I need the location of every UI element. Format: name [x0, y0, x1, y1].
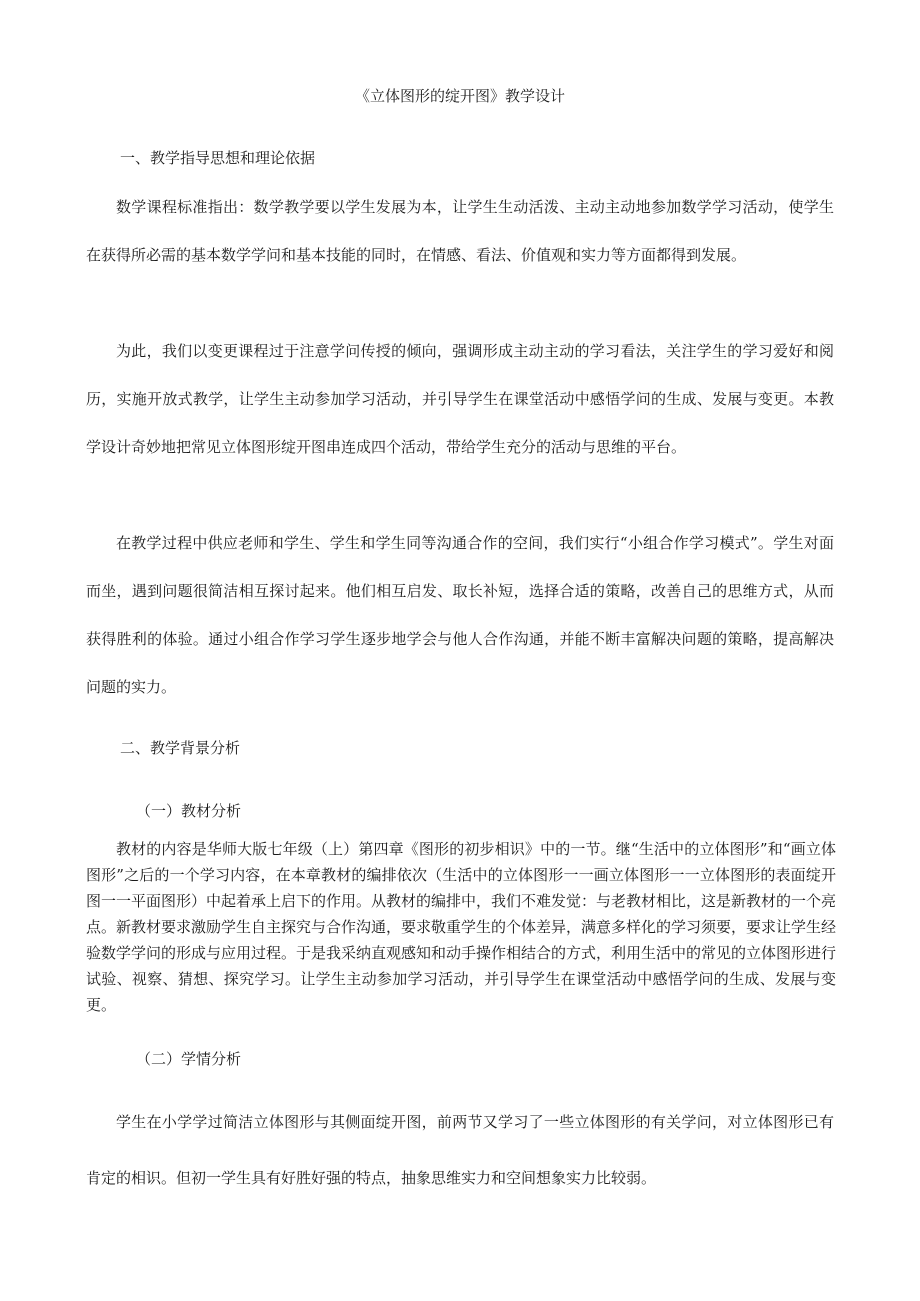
paragraph-textbook-analysis: 教材的内容是华师大版七年级（上）第四章《图形的初步相识》中的一节。继“生活中的立体图形”和“画立体图形”之后的一个学习内容，在本章教材的编排依次（生活中的立体图形一一画立体图形一一立体图形的表面绽开图一一平面图形）中起着承上启下的作用。从教材的编排中，我们不难发觉：与老教材相比，这是新教材的一个亮点。新教材要求激励学生自主探究与合作沟通，要求敬重学生的个体差异，满意多样化的学习须要，要求让学生经验数学学问的形成与应用过程。于是我采纳直观感知和动手操作相结合的方式，利用生活中的常见的立体图形进行试验、视察、猜想、探究学习。让学生主动参加学习活动，并引导学生在课堂活动中感悟学问的生成、发展与变更。 [86, 840, 837, 1014]
paragraph-student-analysis: 学生在小学学过简洁立体图形与其侧面绽开图，前两节又学习了一些立体图形的有关学问，对立体图形已有肯定的相识。但初一学生具有好胜好强的特点，抽象思维实力和空间想象实力比较弱。 [86, 1113, 834, 1187]
paragraph-group-cooperation: 在教学过程中供应老师和学生、学生和学生同等沟通合作的空间，我们实行“小组合作学习模式”。学生对面而坐，遇到问题很简洁相互探讨起来。他们相互启发、取长补短，选择合适的策略，改善自己的思维方式，从而获得胜利的体验。通过小组合作学习学生逐步地学会与他人合作沟通，并能不断丰富解决问题的策略，提高解决问题的实力。 [86, 534, 834, 696]
section-heading-background-analysis: 二、教学背景分析 [120, 739, 241, 757]
section-heading-guiding-ideas: 一、教学指导思想和理论依据 [120, 149, 316, 167]
subsection-heading-student-analysis: （二）学情分析 [136, 1050, 242, 1068]
paragraph-curriculum-standard: 数学课程标准指出：数学教学要以学生发展为本，让学生生动活泼、主动主动地参加数学学习活动，使学生在获得所必需的基本数学学问和基本技能的同时，在情感、看法、价值观和实力等方面都得到发展。 [86, 198, 834, 264]
document-title: 《立体图形的绽开图》教学设计 [354, 87, 565, 105]
subsection-heading-textbook-analysis: （一）教材分析 [136, 802, 242, 820]
paragraph-teaching-approach: 为此，我们以变更课程过于注意学问传授的倾向，强调形成主动主动的学习看法，关注学生的学习爱好和阅历，实施开放式教学，让学生主动参加学习活动，并引导学生在课堂活动中感悟学问的生成、发展与变更。本教学设计奇妙地把常见立体图形绽开图串连成四个活动，带给学生充分的活动与思维的平台。 [86, 342, 834, 456]
